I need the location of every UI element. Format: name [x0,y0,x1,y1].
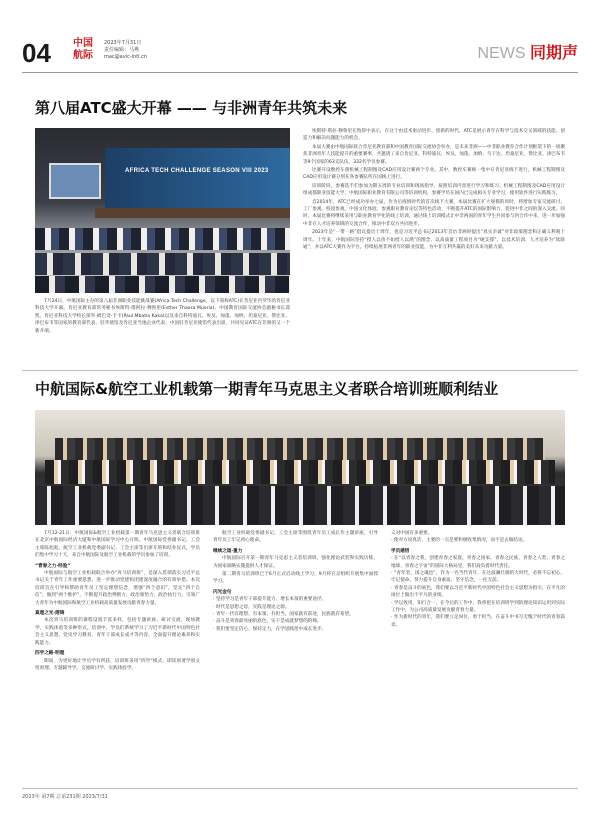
group-photo [35,410,565,525]
group-row-middle [45,460,555,484]
group-row-front [35,486,565,525]
article2-title: 中航国际&航空工业机载第一期青年马克思主义者联合培训班顺利结业 [35,380,499,398]
subheading: “青春之力·经验” [35,563,71,569]
article2-column-2: 航空工业机载党委副书记、工会主席等围绕青年员工成长作主题讲座，引导青年员工牢记初心使命。 继续之道·重力 中航国际召开第一期青年马克思主义者培训班，强化理论武装和实践历练，为国家战略实施提供人才保证。 第二期青马培训班已于6月正式启动线上学习，9月将在京组织开展集中面授学习。 闪光金句 · 坚持学习是青年干部提升能力、增长本领的重要途径。 · 时代是思想之母，实践是理论之源。 · 青年一代有理想、有本领、有担当，国家就有前途，民族就有希望。 · 奋斗是青春最亮丽的底色，实干是成就梦想的阶梯。 · 我们要坚定信心、保持定力，在学思践悟中成长进步。 [213,531,378,632]
article1-photo [35,128,290,293]
issue-meta: 2023年7月31日 责任编辑：马燕 mac@avic-intl.cn [104,40,148,60]
page-header [0,0,600,70]
stage-banner-text: AFRICA TECH CHALLENGE SEASON VIII 2023 [125,168,269,174]
subheading: 学员感悟 [391,548,410,554]
audience-row [35,228,290,250]
subheading: 真理之光·熔铸 [35,611,65,617]
article1-body-right: 埃斯特·塔拉·穆鲁里在致辞中表示，在这个由技术驱动进步、创新的时代，ATC是展示青年在科学与技术交叉领域的技能、创造力和解决问题能力的机会。 本届大赛由中航国际联合肯尼亚教育部和中国教育国际交流协会举办，是未来非洲——中非职业教育合作计划框架下的一项聚焦非洲青年人技能提升的重要赛事，共邀请了来自肯尼亚、科特迪瓦、埃及、加蓬、加纳、乌干达、坦桑尼亚、赞比亚、津巴布韦等9个国家的63支队伍、332名学员参赛。 比赛开设数控车削机械工程制图及CAD应用设计赛两个专业。其中，数控车赛统一集中在肯尼亚线下进行，机械工程制图及CAD应用设计赛分别在各参赛队所在国线上进行。 培训阶段，参赛选手们参加为期五周的专业培训和现场指导，按照培训内容进行学习和练习。机械工程制图及CAD应用设计组成都职业技能大学、中航国际职业教育有限公司等培训机构，参赛学员在国内已完成相关专业学习，使用软件进行实践练习。 自2014年，ATC已经成功举办七届，作为后疫情时代的首次线下大赛，本届比赛在扩大规模的同时，将增加专家交流研讨、工厂参观、校园参观、中国文化体验、参观职业教育论坛等特色活动，不断提升ATC的国际影响力，促进中非之间的深入交流。同时，本届比赛将继续采用与职业教育学化的线上培训，通过线上培训模式让中非两国的青年学生共同参与到合作中来，进一步加强中非在人才培养领域的交流合作，推动中非双方共同进步。 2023年是“一带一路”倡议提出十周年，也是习近平总书记2013年首访非洲时提出“真实亲诚”对非政策理念和正确义利观十周年。十年来，中航国际坚持“授人以鱼不如授人以渔”的理念，以高质量工程项目为“硬支撑”、以技术培训、人才培养为“软联通”，并以ATC大赛作为平台，持续拓展非洲青年的职业技能，为中非互利共赢的美好未来贡献力量。 [303,129,565,251]
audience-row [35,253,290,275]
subheading: 闪光金句 [213,589,232,595]
group-row-back [55,438,545,460]
subheading: 四学之路·明理 [35,651,65,657]
section-title: NEWS 同期声 [477,43,578,62]
subheading: 继续之道·重力 [213,548,243,554]
footer-divider [22,788,578,789]
audience-row [35,276,290,293]
page-number: 04 [22,38,51,68]
newspaper-logo: 中国 航际 [73,38,93,61]
header-divider [22,72,578,73]
stage-screen [105,148,290,208]
article-divider [22,370,578,371]
page-footer: 2023年 第7期 总第231期 2023/7/31 [22,794,108,800]
article1-body-left: 7月24日，中航国际主办的第八届非洲职业技能挑战赛(Africa Tech Challenge，以下简称ATC)在肯尼亚内罗毕的肯尼亚科技大学开幕。肯尼亚教育部常务秘书埃斯特·塔阿拉·穆鲁里(Esther Thaara Muoria)、中国教育国际交流协会副秘书长邱凯、肯尼亚科技大学校长保罗·姆巴奇·卡卡(Paul Mbatia Kaka)以及来自科特迪瓦、埃及、加蓬、加纳、坦桑尼亚、赞比亚、津巴布韦等国家的教育部代表、驻华使馆及肯尼亚当地企业代表、中国驻肯尼亚使馆代表出席，共同见证ATC在非洲的又一个新开端。 [35,299,290,334]
article1-title: 第八届ATC盛大开幕 —— 与非洲青年共筑未来 [35,99,348,117]
article2-column-1: 7月12-21日，中航国际&航空工业机载第一期青年马克思主义者联合培训班在北京中航国际经济大厦和中航国际学习中心开班。中航国际党委副书记、工会主席陈旭彪，航空工业机载党委副书记、工会主席等出席开班和结业仪式，学员们集中学习十天，来自中航国际及航空工业机载的学员参加了培训。 “青春之力·经验” 中航国际与航空工业机载联合举办“青马培训班”，是深入贯彻落实习近平总书记关于青年工作重要思想，进一步推动党建和团建深度融合的有效举措。本次培训旨在引导和帮助青年员工坚定理想信念，增强“四个意识”，坚定“四个自信”，做到“两个维护”，不断提升政治判断力、政治领悟力、政治执行力，引领广大青年为中航国际和航空工业机载高质量发展贡献青春力量。 真理之光·熔铸 本次青马培训班的课程设置丰富多样，包括专题讲座、研讨交流、现场教学、实践体验等多种形式。培训中，学员们系统学习了习近平新时代中国特色社会主义思想、党史学习教育、青年干部成长成才等内容，全面提升理论素养和实践能力。 四学之路·明理 期间，为更好地让学员学有所获，培训班采用“四学”模式，即读原著学原文悟原理、专题辅导学、交流研讨学、实践体验学。 [35,531,200,671]
article2-column-3: 义对中国有多重要。 · 使对方说真话，主要的一点是要积极收集情况，而不是去做结论。 学员感悟 · 在“以青春之我，创建青春之家庭、青春之国家、青春之民族、青春之人类、青春之地球、青春之宇宙”的国际大格局里，我们肩负着时代责任。 · “青年者，国之魂也”，作为一名当代青年，在这波澜壮阔的大时代，必将不忘初心，牢记使命，努力提升自身素质，坚守信念，一往无前。 · 青春是奋斗的底色，我们要以习近平新时代中国特色社会主义思想为指引，在平凡的岗位上做出不平凡的业绩。 · 学以致用，知行合一，在今后的工作中，我将把在培训班学到的理论知识运用到实际工作中，为公司高质量发展贡献青春力量。 · 作为新时代的青年，我们要立足岗位，勇于担当，在奋斗中书写无愧于时代的青春篇章。 [391,531,565,628]
stage-table [95,208,290,218]
side-screen [49,163,101,199]
